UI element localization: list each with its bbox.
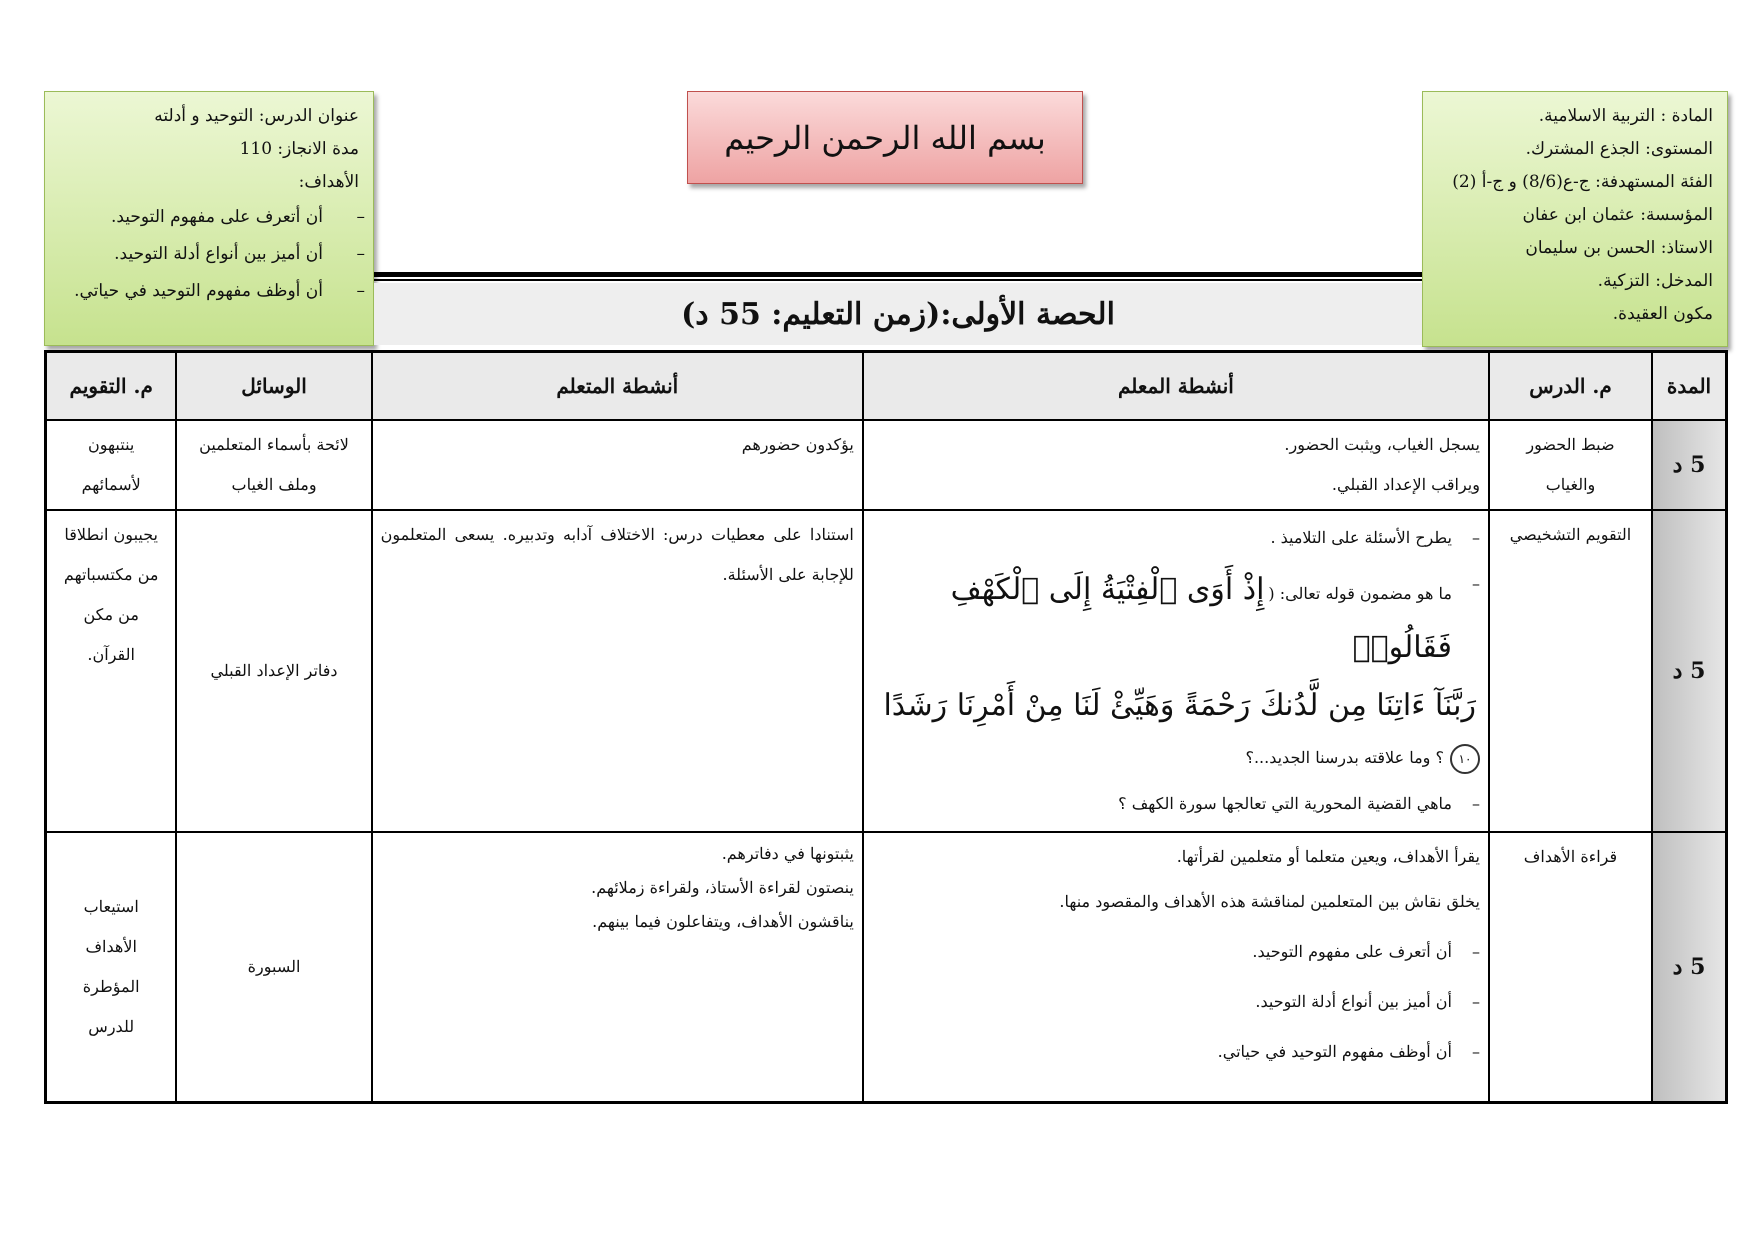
dash-bullet: – bbox=[1471, 528, 1480, 547]
lesson-info-box bbox=[44, 91, 374, 346]
level-line: المستوى: الجذع المشترك. bbox=[1525, 139, 1713, 159]
step-cell: ضبط الحضور والغياب bbox=[1489, 420, 1652, 510]
learner-activity-cell: يؤكدون حضورهم bbox=[372, 420, 863, 510]
basmala-text: بسم الله الرحمن الرحيم bbox=[724, 118, 1046, 157]
goal-item: – أن أوظف مفهوم التوحيد في حياتي. bbox=[55, 273, 359, 310]
teacher-activity-cell: يسجل الغياب، ويثبت الحضور. ويراقب الإعداد القبلي. bbox=[863, 420, 1489, 510]
dash-bullet: – bbox=[356, 207, 365, 227]
learner-activity-cell: يثبتونها في دفاترهم. ينصتون لقراءة الأستاذ، ولقراءة زملائهم. يناقشون الأهداف، ويتفاعلون فيما بينهم. bbox=[372, 832, 863, 1102]
duration-line: مدة الانجاز: 110 bbox=[239, 139, 359, 159]
header-lesson-steps: م. الدرس bbox=[1489, 352, 1652, 421]
duration-cell: 5 د bbox=[1652, 420, 1726, 510]
header-rule-thick bbox=[374, 272, 1422, 277]
header-teacher-activities: أنشطة المعلم bbox=[863, 352, 1489, 421]
means-cell: السبورة bbox=[176, 832, 371, 1102]
verse-number-icon: ١٠ bbox=[1450, 744, 1480, 774]
header-evaluation: م. التقويم bbox=[46, 352, 177, 421]
dash-bullet: – bbox=[1471, 942, 1480, 961]
header-means: الوسائل bbox=[176, 352, 371, 421]
table-header-row bbox=[46, 352, 1727, 421]
target-group-line: الفئة المستهدفة: ج-ع(8/6) و ج-أ (2) bbox=[1452, 172, 1713, 192]
teacher-line: الاستاذ: الحسن بن سليمان bbox=[1525, 238, 1713, 258]
quran-verse-line-1: إِذْ أَوَى ٱلْفِتْيَةُ إِلَى ٱلْكَهْفِ فَقَالُوا۟ bbox=[950, 572, 1452, 665]
duration-cell: 5 د bbox=[1652, 832, 1726, 1102]
header-learner-activities: أنشطة المتعلم bbox=[372, 352, 863, 421]
course-info-box bbox=[1422, 91, 1728, 347]
evaluation-cell: ينتبهون لأسمائهم bbox=[46, 420, 177, 510]
duration-cell: 5 د bbox=[1652, 510, 1726, 832]
step-cell: التقويم التشخيصي bbox=[1489, 510, 1652, 832]
subject-line: المادة : التربية الاسلامية. bbox=[1538, 106, 1713, 126]
goal-item: – أن أميز بين أنواع أدلة التوحيد. bbox=[55, 236, 359, 273]
evaluation-cell: يجيبون انطلاقا من مكتسباتهم من مكن القرآن. bbox=[46, 510, 177, 832]
quran-verse-line-2: رَبَّنَآ ءَاتِنَا مِن لَّدُنكَ رَحْمَةً وَهَيِّئْ لَنَا مِنْ أَمْرِنَا رَشَدًا bbox=[883, 688, 1476, 723]
step-cell: قراءة الأهداف bbox=[1489, 832, 1652, 1102]
teacher-activity-cell: يقرأ الأهداف، ويعين متعلما أو متعلمين لقرأتها. يخلق نقاش بين المتعلمين لمناقشة هذه الأهداف والمقصود منها. – أن أتعرف على مفهوم التوحيد. – أن أميز بين أنواع أدلة التوحيد. – أن أوظف مفهوم التوحيد في حياتي. bbox=[863, 832, 1489, 1102]
means-cell: دفاتر الإعداد القبلي bbox=[176, 510, 371, 832]
dash-bullet: – bbox=[1471, 574, 1480, 593]
evaluation-cell: استيعاب الأهداف المؤطرة للدرس bbox=[46, 832, 177, 1102]
dash-bullet: – bbox=[1471, 992, 1480, 1011]
goals-label: الأهداف: bbox=[298, 172, 359, 192]
table-row bbox=[46, 420, 1727, 510]
basmala-banner bbox=[687, 91, 1083, 184]
header-duration: المدة bbox=[1652, 352, 1726, 421]
lesson-title-line: عنوان الدرس: التوحيد و أدلته bbox=[154, 106, 359, 126]
lesson-plan-table bbox=[44, 350, 1728, 1104]
dash-bullet: – bbox=[1471, 1042, 1480, 1061]
teacher-activity-cell: – يطرح الأسئلة على التلاميذ . – ما هو مضمون قوله تعالى: (إِذْ أَوَى ٱلْفِتْيَةُ إِلَى ٱلْكَهْفِ فَقَالُوا۟ رَبَّنَآ ءَاتِنَا مِن لَّدُنكَ رَحْمَةً وَهَيِّئْ لَنَا مِنْ أَمْرِنَا رَشَدًا ١٠؟ وما علاقته بدرسنا الجديد...؟ – ماهي القضية المحورية التي تعالجها سورة الكهف ؟ bbox=[863, 510, 1489, 832]
learner-activity-cell: استنادا على معطيات درس: الاختلاف آدابه وتدبيره. يسعى المتعلمون للإجابة على الأسئلة. bbox=[372, 510, 863, 832]
institution-line: المؤسسة: عثمان ابن عفان bbox=[1522, 205, 1713, 225]
entry-line: المدخل: التزكية. bbox=[1597, 271, 1713, 291]
session-title: الحصة الأولى:(زمن التعليم: 55 د) bbox=[374, 283, 1422, 345]
header-rule-thin bbox=[374, 279, 1422, 281]
table-row bbox=[46, 832, 1727, 1102]
table-row bbox=[46, 510, 1727, 832]
means-cell: لائحة بأسماء المتعلمين وملف الغياب bbox=[176, 420, 371, 510]
dash-bullet: – bbox=[1471, 794, 1480, 813]
component-line: مكون العقيدة. bbox=[1612, 304, 1713, 324]
dash-bullet: – bbox=[356, 281, 365, 301]
dash-bullet: – bbox=[356, 244, 365, 264]
goal-item: – أن أتعرف على مفهوم التوحيد. bbox=[55, 199, 359, 236]
